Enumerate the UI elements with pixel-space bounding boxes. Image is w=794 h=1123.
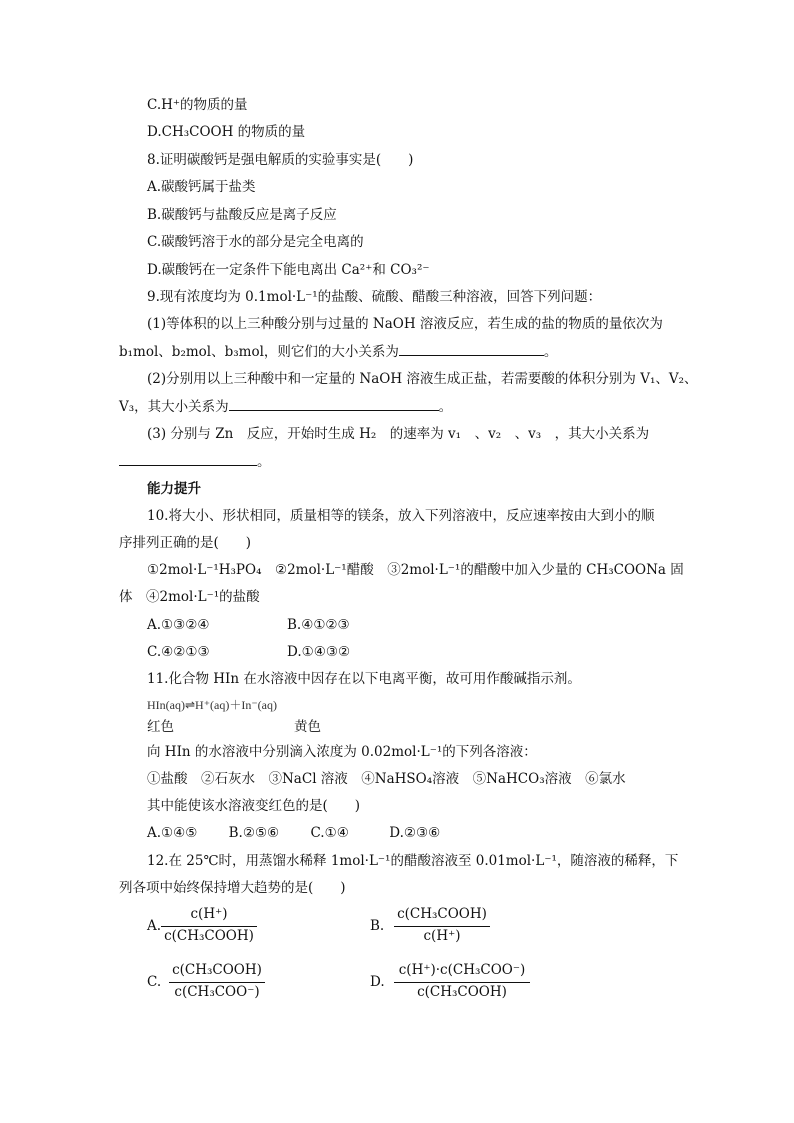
numerator: c(CH₃COOH) [397, 906, 487, 922]
period: 。 [257, 454, 271, 470]
q8-option-a: A.碳酸钙属于盐类 [147, 179, 256, 195]
option-label: B. [370, 918, 385, 934]
q12-option-c [147, 962, 272, 1006]
period: 。 [438, 399, 453, 415]
answer-blank[interactable] [119, 452, 257, 466]
denominator: c(CH₃COOH) [164, 928, 254, 944]
denominator: c(CH₃COO⁻) [174, 984, 260, 1000]
q12-stem-line1: 12.在 25℃时，用蒸馏水稀释 1mol·L⁻¹的醋酸溶液至 0.01mol·L⁻¹，随溶液的稀释，下 [147, 853, 679, 869]
q10-stem-line2: 序排列正确的是( ) [119, 535, 252, 551]
option-label: D. [370, 974, 385, 990]
q12-option-d [370, 962, 540, 1006]
fraction-bar [394, 982, 530, 983]
q10-option-d: D.①④③② [287, 644, 351, 660]
q9-part1-line2 [119, 342, 557, 361]
q9-part1-text: b₁mol、b₂mol、b₃mol，则它们的大小关系为 [119, 344, 399, 360]
q8-stem: 8.证明碳酸钙是强电解质的实验事实是( ) [147, 152, 414, 168]
q12-stem-line2: 列各项中始终保持增大趋势的是( ) [119, 880, 346, 896]
denominator: c(CH₃COOH) [417, 984, 507, 1000]
q10-option-b: B.④①②③ [287, 617, 350, 633]
q10-option-c: C.④②①③ [147, 644, 210, 660]
q7-option-d: D.CH₃COOH 的物质的量 [147, 124, 306, 140]
q11-question: 其中能使该水溶液变红色的是( ) [147, 798, 361, 814]
q10-items-line2: 体 ④2mol·L⁻¹的盐酸 [119, 589, 260, 605]
q11-stem: 11.化合物 HIn 在水溶液中因存在以下电离平衡，故可用作酸碱指示剂。 [147, 671, 581, 687]
answer-blank[interactable] [399, 342, 544, 356]
q11-label-yellow: 黄色 [294, 719, 321, 735]
numerator: c(H⁺) [190, 906, 228, 922]
q10-stem-line1: 10.将大小、形状相同，质量相等的镁条，放入下列溶液中，反应速率按由大到小的顺 [147, 508, 655, 524]
q9-part2-text: V₃，其大小关系为 [119, 399, 229, 415]
q11-label-red: 红色 [147, 719, 174, 735]
fraction-bar [161, 926, 257, 927]
q11-instruction: 向 HIn 的水溶液中分别滴入浓度为 0.02mol·L⁻¹的下列各溶液： [147, 744, 537, 760]
option-label: C. [147, 974, 162, 990]
q10-option-a: A.①③②④ [147, 617, 210, 633]
q11-items: ①盐酸 ②石灰水 ③NaCl 溶液 ④NaHSO₄溶液 ⑤NaHCO₃溶液 ⑥氯水 [147, 771, 626, 787]
q12-option-a [147, 906, 267, 950]
q11-equilibrium-equation: HIn(aq)⇌H⁺(aq)＋In⁻(aq) [147, 698, 278, 712]
numerator: c(H⁺)·c(CH₃COO⁻) [398, 962, 526, 978]
q8-option-b: B.碳酸钙与盐酸反应是离子反应 [147, 207, 337, 223]
period: 。 [543, 344, 558, 360]
q9-part3-line2 [119, 452, 271, 471]
q9-part2-line1: (2)分别用以上三种酸中和一定量的 NaOH 溶液生成正盐，若需要酸的体积分别为 V₁、V₂、 [147, 371, 698, 387]
section-heading: 能力提升 [147, 481, 201, 497]
q10-items-line1: ①2mol·L⁻¹H₃PO₄ ②2mol·L⁻¹醋酸 ③2mol·L⁻¹的醋酸中加入少量的 CH₃COONa 固 [147, 562, 684, 578]
q8-option-c: C.碳酸钙溶于水的部分是完全电离的 [147, 234, 364, 250]
q8-option-d: D.碳酸钙在一定条件下能电离出 Ca²⁺和 CO₃²⁻ [147, 262, 430, 278]
option-label: A. [147, 918, 162, 934]
q9-part2-line2 [119, 397, 452, 416]
q11-options: A.①④⑤ B.②⑤⑥ C.①④ D.②③⑥ [147, 825, 441, 841]
q9-part1-line1: (1)等体积的以上三种酸分别与过量的 NaOH 溶液反应，若生成的盐的物质的量依次为 [147, 316, 663, 332]
q12-option-b [370, 906, 500, 950]
fraction-bar [394, 926, 490, 927]
q7-option-c: C.H⁺的物质的量 [147, 97, 248, 113]
denominator: c(H⁺) [423, 928, 461, 944]
q9-stem: 9.现有浓度均为 0.1mol·L⁻¹的盐酸、硫酸、醋酸三种溶液，回答下列问题： [147, 289, 602, 305]
q9-part3-line1: (3) 分别与 Zn 反应，开始时生成 H₂ 的速率为 v₁ 、v₂ 、v₃ ，其大小关系为 [147, 426, 650, 442]
fraction-bar [169, 982, 265, 983]
answer-blank[interactable] [229, 397, 439, 411]
numerator: c(CH₃COOH) [172, 962, 262, 978]
